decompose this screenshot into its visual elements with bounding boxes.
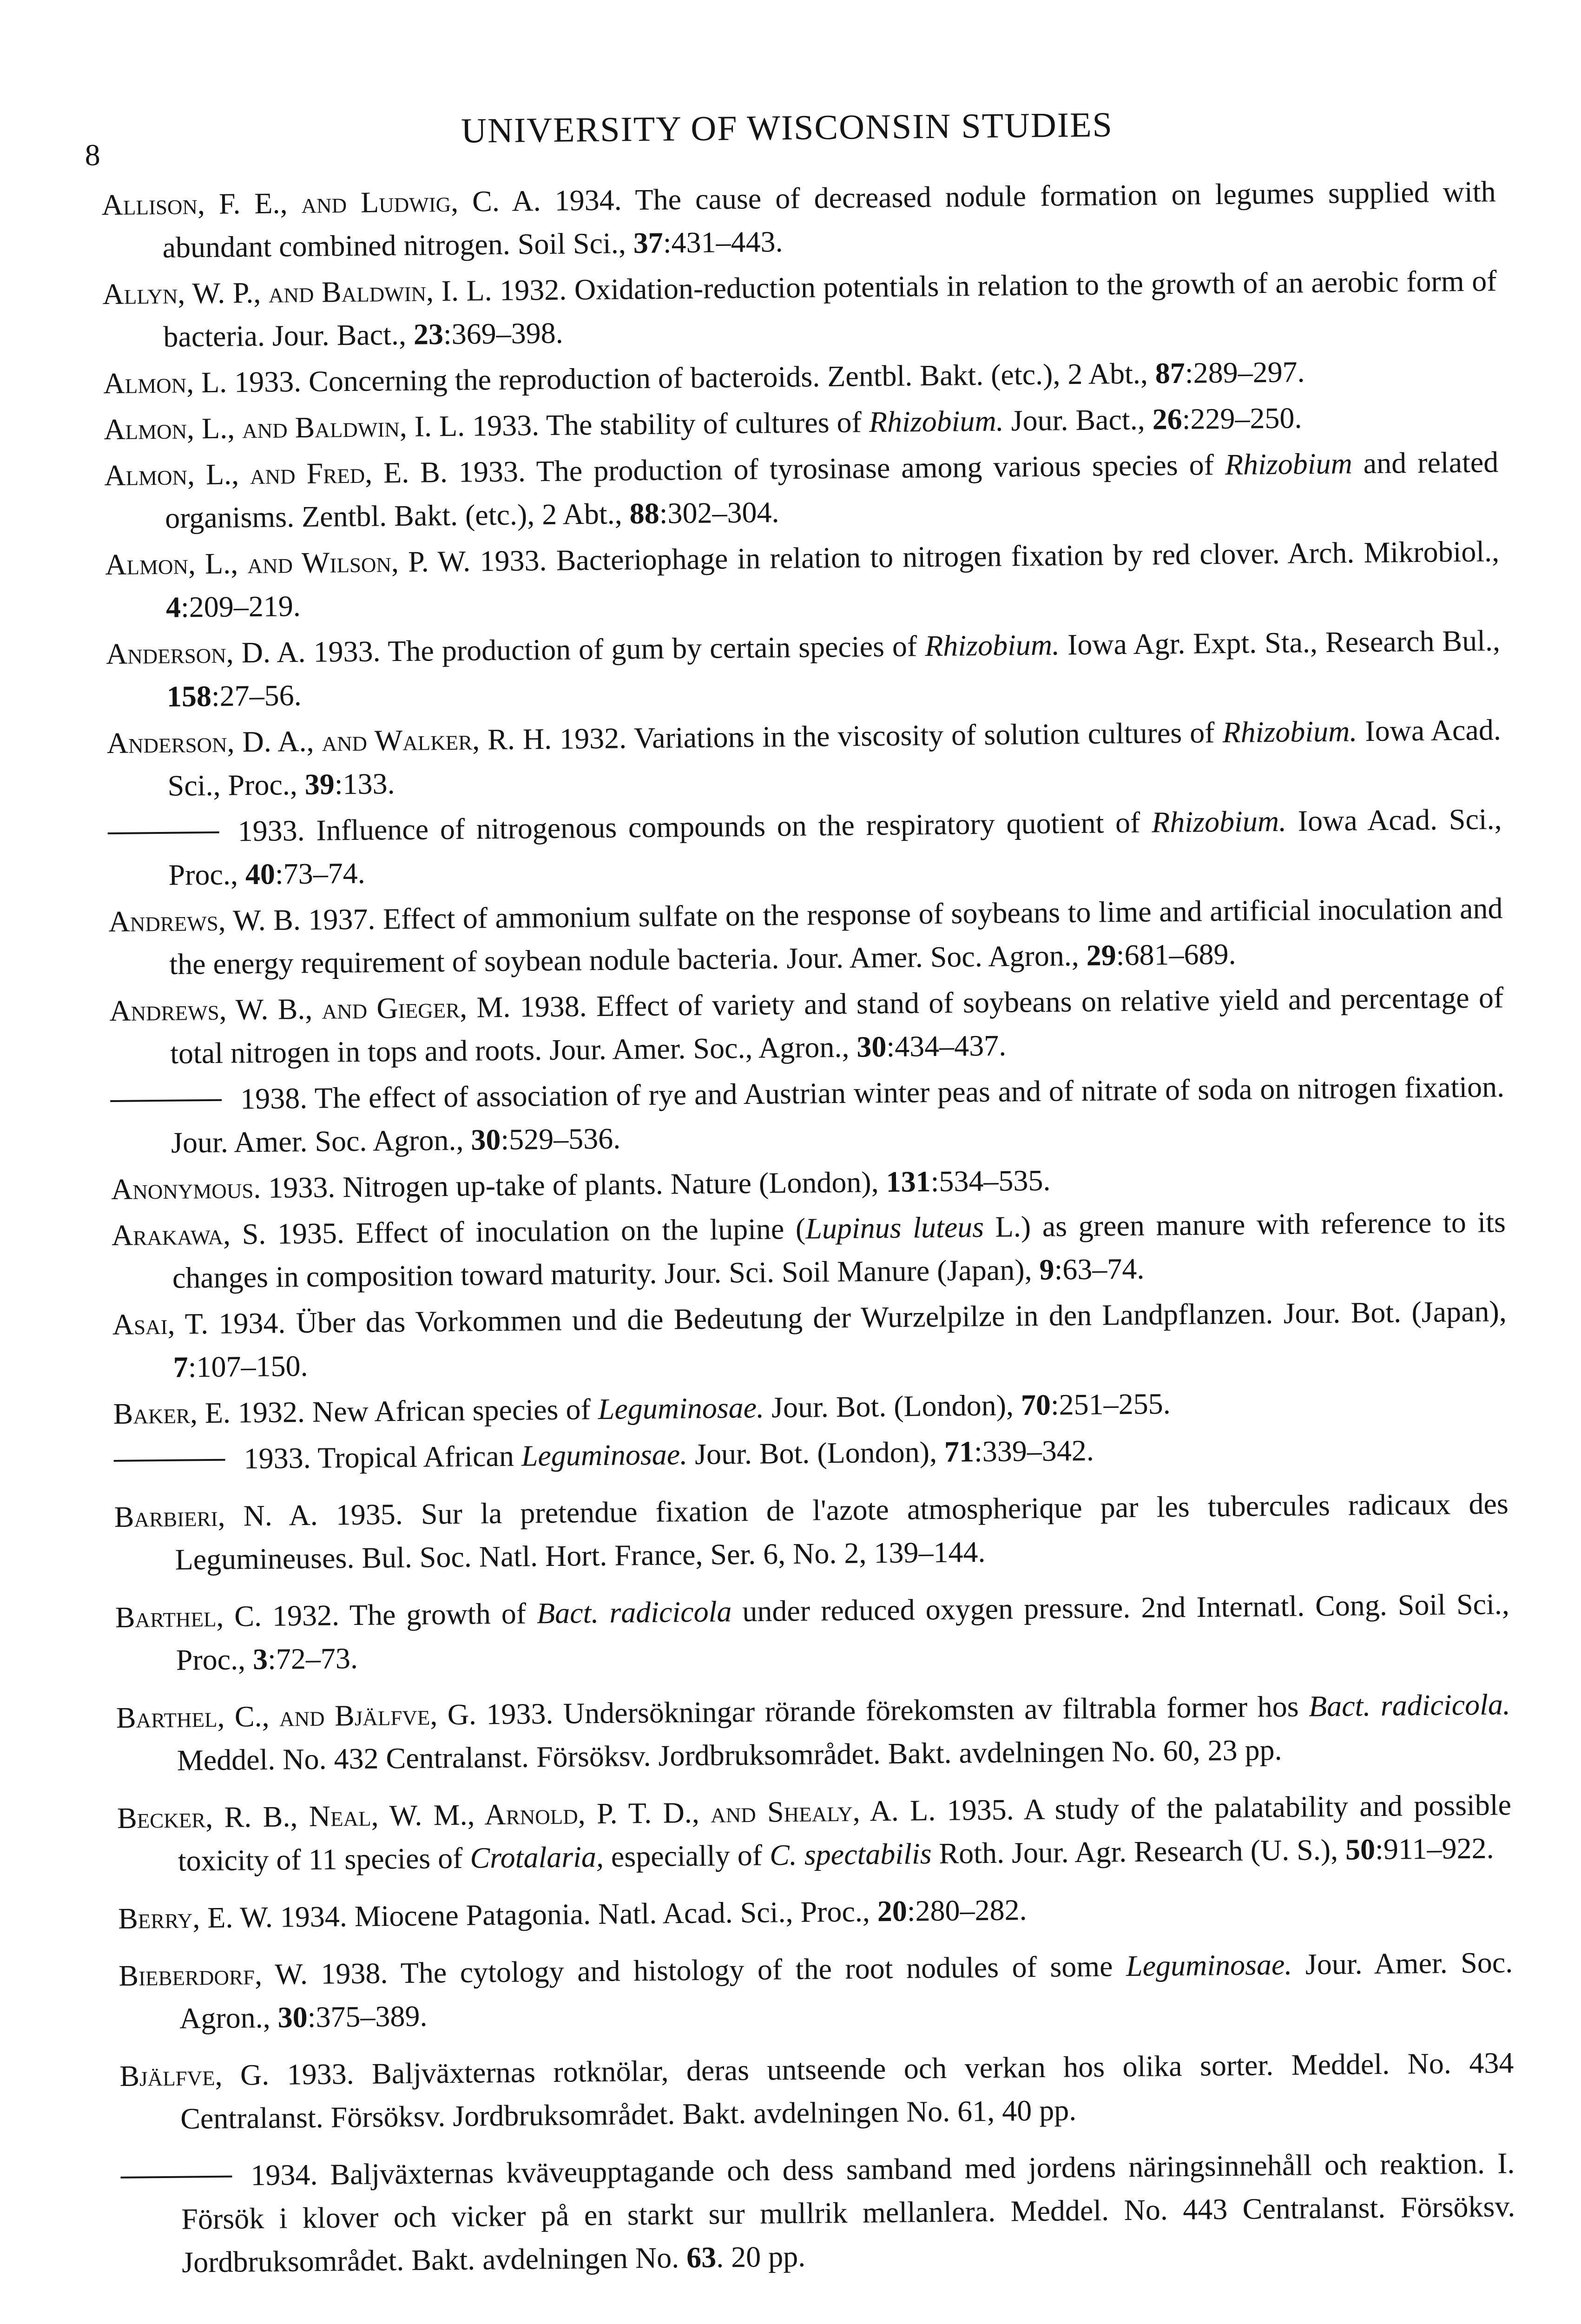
ref-year: 1935. — [277, 1216, 345, 1250]
ref-pages: :375–389. — [307, 1999, 428, 2034]
ref-journal: Soil Sci., — [517, 226, 626, 261]
ref-authors: Andrews, W. B., and Gieger, M. — [109, 990, 511, 1028]
ref-journal: Nature (London), — [670, 1165, 879, 1201]
ref-authors: Almon, L., and Baldwin, I. L. — [104, 409, 465, 446]
ref-title: The stability of cultures of — [546, 405, 862, 442]
ref-title-cont: and related organisms. — [165, 445, 1499, 535]
ref-authors: Berry, E. W. — [118, 1900, 273, 1935]
ref-title: Über das Vorkommen und die Bedeutung der Wurzelpilze in den Landpflanzen. — [296, 1297, 1273, 1340]
ref-volume: 7 — [173, 1350, 189, 1384]
ref-pages: :73–74. — [275, 856, 365, 891]
ref-title: Bacteriophage in relation to nitrogen fixation by red clover. — [556, 536, 1280, 577]
ref-journal: Meddel. No. 443 Centralanst. Försöksv. Jordbruksområdet. Bakt. avdelningen No. — [181, 2190, 1515, 2279]
ref-year: 1932. — [499, 273, 567, 307]
reference-entry — [117, 1783, 1512, 1883]
ref-year: 1933. — [287, 2057, 355, 2091]
ditto-rule — [110, 1099, 222, 1102]
page-number: 8 — [85, 138, 101, 172]
ref-title: The cause of decreased nodule formation on legumes supplied with abundant combined nitrogen. — [162, 175, 1496, 264]
ref-year: 1938. — [321, 1956, 388, 1990]
ref-year: 1934. — [554, 183, 622, 217]
ref-year: 1933. — [472, 409, 540, 442]
ref-title-italic: Rhizobium. — [1222, 714, 1357, 749]
ref-journal: 2nd Internatl. Cong. Soil Sci., Proc., — [176, 1587, 1510, 1677]
ref-volume: 40 — [245, 857, 276, 891]
ref-title: The effect of association of rye and Austrian winter peas and of nitrate of soda on nitrogen fixation. — [314, 1070, 1505, 1115]
ref-pages: :72–73. — [267, 1641, 358, 1676]
reference-entry — [104, 440, 1499, 540]
ref-authors: Arakawa, S. — [111, 1217, 266, 1252]
ref-year: 1935. — [947, 1793, 1014, 1827]
ref-title: Undersökningar rörande förekomsten av filtrabla former hos — [563, 1690, 1299, 1730]
ref-journal: Jour. Bact., — [1011, 403, 1145, 437]
ref-title: Effect of variety and stand of soybeans on relative yield and percentage of total nitrogen in tops and roots. — [170, 981, 1504, 1070]
ref-journal: Jour. Amer. Soc. Agron., — [171, 1123, 464, 1159]
ref-pages: :434–437. — [886, 1029, 1007, 1063]
reference-entry — [115, 1582, 1510, 1682]
ref-title-cont: L.) as green manure with reference to its changes in composition toward maturity. — [172, 1205, 1506, 1294]
ref-volume: 71 — [944, 1435, 975, 1468]
ref-title-italic: Rhizobium. — [1151, 804, 1287, 839]
ref-title: A study of the palatability and possible toxicity of 11 species of — [178, 1788, 1512, 1877]
reference-entry — [119, 2041, 1515, 2141]
ref-volume: 158 — [166, 679, 212, 713]
ref-pages: :63–74. — [1054, 1252, 1145, 1286]
ref-journal: Jour. Amer. Soc. Agron., — [179, 1946, 1513, 2035]
ref-journal: Jour. Bot. (London), — [694, 1435, 937, 1471]
ref-title-cont: especially of — [611, 1838, 763, 1873]
ref-journal: Jour. Amer. Soc. Agron., — [786, 939, 1080, 975]
ref-title: Nitrogen up-take of plants. — [342, 1167, 664, 1204]
ref-title: Miocene Patagonia. — [354, 1897, 591, 1933]
ref-year: 1938. — [520, 990, 587, 1023]
ref-authors: Allyn, W. P., and Baldwin, I. L. — [102, 274, 493, 311]
ref-year: 1933. — [486, 1697, 553, 1731]
ref-authors: Barthel, C. — [115, 1599, 262, 1634]
ref-authors: Almon, L., and Wilson, P. W. — [105, 544, 471, 581]
ref-authors: Allison, F. E., and Ludwig, C. A. — [101, 184, 541, 222]
ref-title: The cytology and histology of the root nodules of some — [400, 1949, 1113, 1990]
ref-title: Baljväxternas kväveupptagande och dess samband med jordens näringsinnehåll och reaktion. I. Försök i klover och vicker på en starkt sur mullrik mellanlera. — [181, 2146, 1515, 2236]
ref-year: 1933. — [237, 813, 305, 848]
ref-pages: . 20 pp. — [716, 2239, 806, 2274]
ref-title-cont: under reduced oxygen pressure. — [742, 1591, 1131, 1628]
ref-volume: 26 — [1152, 402, 1182, 436]
ref-volume: 29 — [1086, 938, 1117, 972]
reference-entry — [110, 1065, 1505, 1165]
ref-authors: Barbieri, N. A. — [114, 1498, 318, 1533]
reference-entry — [112, 1200, 1507, 1300]
ref-pages: :280–282. — [907, 1893, 1027, 1928]
ref-title-italic: Lupinus luteus — [805, 1210, 984, 1245]
running-head: UNIVERSITY OF WISCONSIN STUDIES — [461, 105, 1113, 151]
ref-title: The production of gum by certain species of — [388, 629, 917, 668]
ref-pages: :229–250. — [1182, 401, 1302, 436]
ref-volume: 30 — [277, 2000, 308, 2034]
ref-year: 1935. — [336, 1498, 403, 1532]
reference-list — [101, 170, 1515, 2287]
ref-pages: :251–255. — [1050, 1387, 1171, 1421]
ref-year: 1937. — [308, 902, 375, 936]
ditto-rule — [114, 1459, 225, 1462]
ref-journal: Jour. Agr. Research (U. S.), — [1011, 1833, 1338, 1869]
ref-journal: Iowa Acad. Sci., Proc., — [167, 713, 1502, 802]
ref-authors: Becker, R. B., Neal, W. M., Arnold, P. T. D., and Shealy, A. L. — [117, 1794, 936, 1835]
ref-volume: 39 — [304, 767, 335, 801]
reference-entry — [102, 259, 1497, 359]
reference-entry — [118, 1883, 1513, 1940]
ref-journal: Bul. Soc. Natl. Hort. France, Ser. 6, No. 2, 139–144. — [362, 1535, 986, 1574]
ref-year: 1932. — [272, 1598, 340, 1632]
ref-year: 1933. — [480, 543, 547, 578]
ref-volume: 23 — [413, 317, 444, 351]
ref-journal: Iowa Agr. Expt. Sta., Research Bul., — [1067, 624, 1501, 661]
ditto-rule — [108, 832, 219, 834]
reference-entry — [106, 619, 1501, 719]
ref-journal: Meddel. No. 432 Centralanst. Försöksv. Jordbruksområdet. Bakt. avdelningen No. 60, 23 pp. — [177, 1733, 1282, 1777]
ref-title: Oxidation-reduction potentials in relation to the growth of an aerobic form of bacteria. — [163, 264, 1497, 353]
ref-volume: 63 — [686, 2240, 717, 2274]
ref-volume: 9 — [1039, 1253, 1054, 1286]
ref-volume: 88 — [629, 496, 660, 530]
ref-title: Tropical African — [317, 1439, 514, 1474]
ref-authors: Barthel, C., and Bjälfve, G. — [116, 1697, 477, 1734]
ref-year: 1933. — [313, 634, 381, 668]
ref-title-italic: Leguminosae. — [1126, 1948, 1292, 1983]
ref-journal: Jour. Amer. Soc., Agron., — [549, 1030, 850, 1066]
ref-title-italic: Bact. radicicola — [536, 1595, 732, 1630]
ref-authors: Bieberdorf, W. — [118, 1957, 308, 1992]
reference-entry — [114, 1482, 1509, 1582]
ref-journal: Jour. Bot. (Japan), — [1283, 1294, 1507, 1330]
ref-authors: Anderson, D. A. — [105, 635, 306, 671]
reference-entry — [108, 886, 1503, 986]
ref-journal: Zentbl. Bakt. (etc.), 2 Abt., — [827, 357, 1148, 393]
ref-journal: Jour. Sci. Soil Manure (Japan), — [664, 1253, 1032, 1290]
reference-entry — [119, 1941, 1514, 2040]
ref-title: The production of tyrosinase among various species of — [536, 448, 1214, 488]
ref-title-cont: Roth. — [939, 1836, 1005, 1870]
ref-pages: :289–297. — [1185, 355, 1305, 390]
ref-journal: Jour. Bact., — [272, 317, 407, 352]
ref-pages: :339–342. — [974, 1433, 1094, 1468]
ref-title-italic: C. spectabilis — [769, 1837, 932, 1872]
ref-volume: 3 — [252, 1642, 268, 1676]
ref-journal: Arch. Mikrobiol., — [1287, 535, 1500, 570]
ref-volume: 37 — [633, 226, 664, 260]
ref-volume: 87 — [1155, 356, 1186, 390]
reference-entry — [106, 708, 1502, 808]
ref-authors: Anonymous. — [111, 1171, 261, 1206]
ref-volume: 4 — [165, 590, 181, 624]
ref-year: 1933. — [234, 365, 302, 399]
ref-year: 1933. — [268, 1170, 336, 1204]
ref-title: Variations in the viscosity of solution cultures of — [633, 716, 1215, 755]
ref-year: 1933. — [458, 455, 526, 489]
page-header — [0, 100, 1571, 172]
ref-volume: 30 — [856, 1030, 887, 1063]
ref-title-italic: Bact. radicicola. — [1308, 1688, 1511, 1723]
ref-title-italic: Leguminosae. — [598, 1391, 764, 1426]
ref-title-italic: Rhizobium. — [924, 628, 1060, 663]
ref-pages: :302–304. — [659, 495, 779, 530]
ref-authors: Asai, T. — [112, 1307, 209, 1341]
reference-entry — [120, 2141, 1516, 2284]
ref-authors: Bjälfve, G. — [119, 2058, 270, 2093]
ref-pages: :369–398. — [443, 316, 564, 351]
ref-title: Concerning the reproduction of bacteroids. — [308, 360, 820, 398]
ref-journal: Iowa Acad. Sci., Proc., — [168, 802, 1502, 891]
ref-year: 1938. — [240, 1081, 308, 1116]
ref-authors: Almon, L., and Fred, E. B. — [104, 456, 448, 492]
reference-entry — [112, 1289, 1507, 1389]
reference-entry — [116, 1683, 1511, 1783]
ref-authors: Andrews, W. B. — [108, 903, 301, 938]
ref-year: 1934. — [218, 1306, 286, 1340]
ref-journal: Meddel. No. 434 Centralanst. Försöksv. Jordbruksområdet. Bakt. avdelningen No. 61, 40 pp. — [180, 2046, 1514, 2135]
ref-title: New African species of — [312, 1393, 591, 1428]
reference-entry — [109, 976, 1504, 1076]
ref-title: The growth of — [349, 1597, 527, 1632]
ref-title-italic: Rhizobium. — [869, 404, 1004, 439]
ref-authors: Anderson, D. A., and Walker, R. H. — [106, 722, 552, 760]
ref-year: 1933. — [244, 1441, 311, 1475]
ref-title: Effect of inoculation on the lupine ( — [356, 1212, 806, 1249]
ref-pages: :534–535. — [930, 1163, 1051, 1198]
ref-title: Effect of ammonium sulfate on the response of soybeans to lime and artificial inoculation and the energy requirement of soybean nodule bacteria. — [169, 891, 1503, 981]
ref-authors: Baker, E. — [113, 1396, 231, 1430]
ref-year: 1932. — [559, 721, 627, 755]
ref-journal: Jour. Bot. (London), — [771, 1388, 1014, 1424]
reference-entry — [107, 797, 1502, 897]
ref-title: Sur la pretendue fixation de l'azote atmospherique par les tubercules radicaux des Legumineuses. — [175, 1487, 1509, 1576]
ref-title: Baljväxternas rotknölar, deras untseende och verkan hos olika sorter. — [371, 2048, 1274, 2090]
ref-volume: 20 — [877, 1894, 908, 1928]
ref-pages: :107–150. — [188, 1349, 308, 1384]
ref-pages: :681–689. — [1116, 937, 1236, 972]
ref-year: 1934. — [250, 2158, 318, 2192]
ref-title-italic: Crotalaria, — [470, 1840, 604, 1875]
reference-entry — [105, 529, 1500, 629]
ref-pages: :911–922. — [1375, 1831, 1494, 1866]
ref-title: Influence of nitrogenous compounds on the respiratory quotient of — [316, 805, 1140, 847]
ref-year: 1932. — [237, 1395, 305, 1429]
reference-entry — [101, 170, 1496, 270]
ref-journal: Natl. Acad. Sci., Proc., — [598, 1895, 870, 1931]
ref-title-italic: Leguminosae. — [521, 1438, 688, 1472]
ref-title-italic: Rhizobium — [1225, 447, 1353, 481]
ref-authors: Almon, L. — [103, 365, 227, 400]
ditto-rule — [120, 2176, 232, 2179]
ref-pages: :209–219. — [180, 589, 301, 624]
ref-pages: :27–56. — [211, 679, 302, 713]
ref-volume: 70 — [1021, 1388, 1051, 1422]
ref-volume: 131 — [886, 1165, 931, 1199]
ref-journal: Zentbl. Bakt. (etc.), 2 Abt., — [301, 497, 623, 534]
ref-volume: 50 — [1345, 1832, 1376, 1866]
ref-pages: :529–536. — [501, 1122, 621, 1156]
ref-year: 1934. — [280, 1900, 348, 1934]
ref-pages: :431–443. — [663, 225, 783, 259]
ref-pages: :133. — [334, 767, 395, 801]
ref-volume: 30 — [471, 1122, 501, 1156]
